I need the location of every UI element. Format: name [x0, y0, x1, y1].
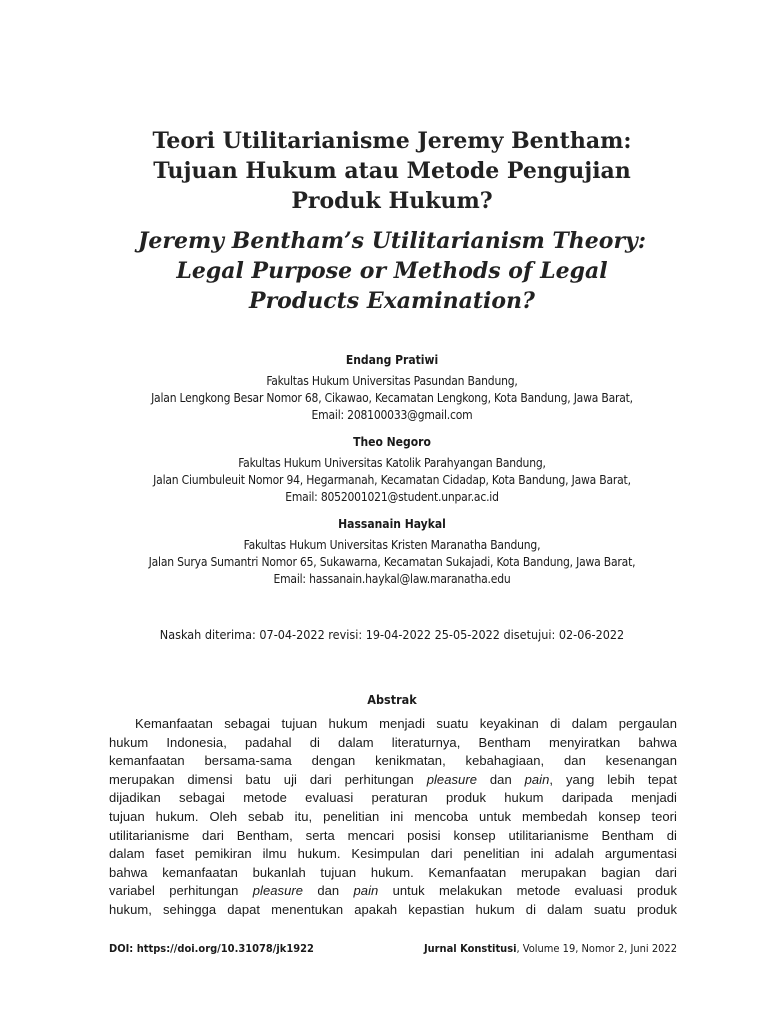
term-pleasure: pleasure: [426, 771, 477, 787]
author-affiliation: Fakultas Hukum Universitas Katolik Parahyangan Bandung,: [238, 456, 546, 470]
author-block: [100, 516, 684, 588]
author-affiliation: Fakultas Hukum Universitas Pasundan Bandung,: [266, 374, 518, 388]
abstract-line: dalam faset pemikiran ilmu hukum. Kesimpulan dari penelitian ini adalah argumentasi: [109, 846, 677, 862]
abstract-line: kemanfaatan bersama-sama dengan kenikmatan, kebahagiaan, dan kesenangan: [109, 753, 677, 769]
author-name: Endang Pratiwi: [345, 353, 439, 367]
abstract-text: merupakan dimensi batu uji dari perhitungan: [109, 771, 427, 787]
abstract-line: [109, 771, 677, 790]
abstract-line: dijadikan sebagai metode evaluasi peraturan produk hukum daripada menjadi: [109, 790, 677, 806]
title-english: [108, 226, 676, 316]
journal-citation: [424, 941, 677, 956]
author-address: Jalan Lengkong Besar Nomor 68, Cikawao, Kecamatan Lengkong, Kota Bandung, Jawa Barat,: [151, 391, 633, 405]
author-affiliation: Fakultas Hukum Universitas Kristen Maranatha Bandung,: [243, 538, 541, 552]
term-pain: pain: [353, 883, 379, 899]
author-name: Hassanain Haykal: [338, 517, 446, 531]
term-pleasure: pleasure: [252, 883, 304, 899]
journal-issue: , Volume 19, Nomor 2, Juni 2022: [516, 942, 677, 955]
abstract-line: bahwa kemanfaatan bukanlah tujuan hukum. Kemanfaatan merupakan bagian dari: [109, 864, 677, 880]
title-english-line: Legal Purpose or Methods of Legal: [176, 258, 608, 284]
abstract-line: tujuan hukum. Oleh sebab itu, penelitian ini mencoba untuk membedah konsep teori: [109, 808, 677, 824]
abstract-heading: Abstrak: [367, 692, 417, 707]
title-indonesian: [108, 126, 676, 216]
title-indonesian-line: Teori Utilitarianisme Jeremy Bentham:: [152, 128, 632, 154]
journal-name: Jurnal Konstitusi: [423, 942, 517, 955]
author-address: Jalan Surya Sumantri Nomor 65, Sukawarna, Kecamatan Sukajadi, Kota Bandung, Jawa Barat,: [148, 555, 636, 569]
author-address: Jalan Ciumbuleuit Nomor 94, Hegarmanah, Kecamatan Cidadap, Kota Bandung, Jawa Barat,: [153, 473, 631, 487]
submission-dates: Naskah diterima: 07-04-2022 revisi: 19-04-2022 25-05-2022 disetujui: 02-06-2022: [159, 627, 625, 642]
title-english-line: Jeremy Bentham’s Utilitarianism Theory:: [138, 228, 646, 254]
author-block: [100, 434, 684, 506]
abstract-text: untuk melakukan metode evaluasi produk: [378, 883, 677, 899]
doi-link[interactable]: DOI: https://doi.org/10.31078/jk1922: [109, 942, 314, 955]
term-pain: pain: [524, 771, 550, 787]
abstract-line: Kemanfaatan sebagai tujuan hukum menjadi suatu keyakinan di dalam pergaulan: [135, 716, 677, 731]
author-name: Theo Negoro: [353, 435, 431, 449]
title-english-line: Products Examination?: [249, 288, 535, 314]
title-indonesian-line: Tujuan Hukum atau Metode Pengujian: [153, 158, 631, 184]
abstract-text: variabel perhitungan: [109, 883, 253, 899]
title-indonesian-line: Produk Hukum?: [291, 188, 493, 214]
abstract-text: , yang lebih tepat: [549, 771, 677, 787]
author-email: Email: 8052001021@student.unpar.ac.id: [285, 490, 499, 504]
abstract-line: hukum Indonesia, padahal di dalam literaturnya, Bentham menyiratkan bahwa: [109, 734, 677, 750]
author-email: Email: hassanain.haykal@law.maranatha.edu: [273, 572, 511, 586]
abstract-line: hukum, sehingga dapat menentukan apakah kepastian hukum di dalam suatu produk: [109, 901, 677, 917]
abstract-line: utilitarianisme dari Bentham, serta mencari posisi konsep utilitarianisme Bentham di: [109, 827, 677, 843]
abstract-text: dan: [477, 771, 525, 787]
author-email: Email: 208100033@gmail.com: [311, 408, 473, 422]
abstract-line: [109, 882, 677, 901]
abstract-text: dan: [303, 883, 354, 899]
abstract-body: [109, 715, 677, 920]
author-block: [100, 352, 684, 424]
author-list: [100, 352, 684, 598]
